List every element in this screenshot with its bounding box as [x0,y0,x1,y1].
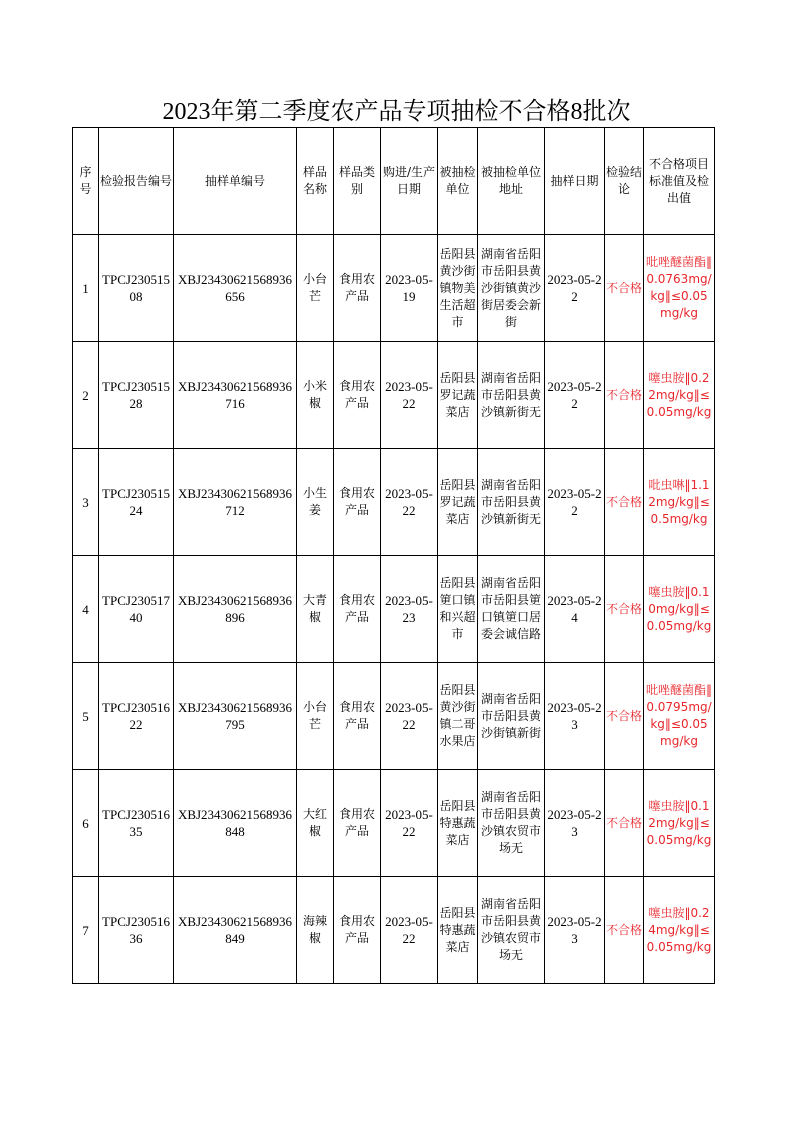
cell-failed-item [644,663,715,770]
cell-prod-date [381,877,438,984]
cell-category [334,877,381,984]
cell-category [334,663,381,770]
header-prod-date: 购进/生产日期 [381,128,438,235]
cell-unit [438,342,478,449]
cell-seq [73,235,99,342]
cell-conclusion-text: 不合格 [606,387,642,402]
cell-category [334,449,381,556]
cell-address-text: 湖南省岳阳市岳阳县黄沙街镇黄沙街居委会新街 [480,246,541,329]
cell-sample-date-text: 2023-05-22 [547,486,602,518]
cell-sample-name [297,449,334,556]
cell-prod-date [381,663,438,770]
table-row [73,449,715,556]
cell-sample-date [545,877,605,984]
cell-prod-date-text: 2023-05-22 [385,379,433,411]
cell-seq [73,556,99,663]
cell-sample-date-text: 2023-05-24 [547,593,602,625]
cell-conclusion [605,877,644,984]
cell-sample-no-text: XBJ23430621568936849 [177,914,293,946]
cell-seq-text: 1 [82,280,89,296]
cell-unit-text: 岳阳县黄沙街镇二哥水果店 [439,683,476,748]
cell-conclusion [605,663,644,770]
header-sample-date: 抽样日期 [545,128,605,235]
cell-unit [438,556,478,663]
cell-sample-no [174,877,297,984]
header-failed-item: 不合格项目标准值及检出值 [644,128,715,235]
cell-report-no [99,556,174,663]
cell-sample-date [545,770,605,877]
cell-conclusion [605,342,644,449]
cell-sample-name [297,663,334,770]
cell-sample-date-text: 2023-05-22 [547,272,602,304]
cell-seq [73,342,99,449]
cell-seq-text: 7 [82,922,89,938]
cell-sample-no-text: XBJ23430621568936656 [177,272,293,304]
cell-failed-item-text: 吡唑醚菌酯‖0.0795mg/kg‖≤0.05mg/kg [645,683,712,748]
cell-unit [438,877,478,984]
cell-address [478,663,545,770]
header-conclusion: 检验结论 [605,128,644,235]
cell-address-text: 湖南省岳阳市岳阳县黄沙镇新街无 [480,370,541,419]
cell-unit-text: 岳阳县罗记蔬菜店 [439,477,476,526]
cell-prod-date-text: 2023-05-22 [385,486,433,518]
cell-failed-item-text: 噻虫胺‖0.22mg/kg‖≤0.05mg/kg [646,370,712,419]
cell-report-no [99,235,174,342]
cell-conclusion-text: 不合格 [606,601,642,616]
cell-sample-date-text: 2023-05-23 [547,914,602,946]
cell-report-no [99,342,174,449]
cell-conclusion-text: 不合格 [606,708,642,723]
cell-category [334,342,381,449]
cell-failed-item [644,342,715,449]
header-category: 样品类别 [334,128,381,235]
cell-sample-name-text: 小台芒 [302,700,327,731]
cell-prod-date [381,235,438,342]
cell-address [478,235,545,342]
cell-sample-date-text: 2023-05-23 [547,807,602,839]
cell-seq [73,449,99,556]
cell-prod-date [381,556,438,663]
cell-report-no-text: TPCJ23051636 [102,914,170,946]
cell-report-no [99,770,174,877]
cell-prod-date [381,342,438,449]
table-row [73,235,715,342]
cell-category-text: 食用农产品 [338,272,375,303]
cell-unit [438,235,478,342]
cell-conclusion [605,556,644,663]
cell-prod-date-text: 2023-05-23 [385,593,433,625]
table-row [73,663,715,770]
cell-failed-item-text: 噻虫胺‖0.12mg/kg‖≤0.05mg/kg [646,798,712,847]
cell-sample-name-text: 小台芒 [302,272,327,303]
cell-seq-text: 6 [82,815,89,831]
cell-unit-text: 岳阳县特惠蔬菜店 [439,798,476,847]
cell-sample-name [297,556,334,663]
cell-conclusion [605,449,644,556]
cell-seq-text: 3 [82,494,89,510]
cell-category-text: 食用农产品 [338,593,375,624]
cell-address [478,556,545,663]
cell-unit [438,663,478,770]
cell-failed-item [644,770,715,877]
cell-report-no-text: TPCJ23051622 [102,700,170,732]
cell-conclusion-text: 不合格 [606,815,642,830]
cell-report-no-text: TPCJ23051508 [102,272,170,304]
cell-category-text: 食用农产品 [338,700,375,731]
cell-prod-date-text: 2023-05-19 [385,272,433,304]
cell-category [334,556,381,663]
cell-seq [73,770,99,877]
header-sample-no: 抽样单编号 [174,128,297,235]
cell-prod-date [381,770,438,877]
table-row [73,342,715,449]
cell-conclusion-text: 不合格 [606,494,642,509]
cell-sample-date [545,342,605,449]
cell-sample-no-text: XBJ23430621568936795 [177,700,293,732]
cell-conclusion-text: 不合格 [606,280,642,295]
cell-sample-name [297,342,334,449]
header-row [73,128,715,235]
cell-report-no-text: TPCJ23051635 [102,807,170,839]
cell-report-no-text: TPCJ23051524 [102,486,170,518]
header-unit: 被抽检单位 [438,128,478,235]
header-report-no: 检验报告编号 [99,128,174,235]
cell-prod-date-text: 2023-05-22 [385,700,433,732]
cell-sample-name-text: 大红椒 [302,807,327,838]
cell-address-text: 湖南省岳阳市岳阳县黄沙镇新街无 [480,477,541,526]
table-row [73,770,715,877]
cell-report-no [99,449,174,556]
cell-sample-date [545,663,605,770]
cell-sample-no-text: XBJ23430621568936896 [177,593,293,625]
cell-sample-no [174,770,297,877]
cell-sample-date [545,235,605,342]
cell-sample-name-text: 大青椒 [302,593,327,624]
cell-sample-name-text: 海辣椒 [302,914,327,945]
cell-unit-text: 岳阳县特惠蔬菜店 [439,905,476,954]
cell-failed-item [644,877,715,984]
cell-report-no [99,663,174,770]
cell-failed-item-text: 噻虫胺‖0.10mg/kg‖≤0.05mg/kg [646,584,712,633]
cell-failed-item [644,449,715,556]
cell-sample-date [545,556,605,663]
cell-sample-name-text: 小米椒 [302,379,327,410]
cell-sample-date-text: 2023-05-23 [547,700,602,732]
cell-sample-no [174,235,297,342]
header-seq: 序号 [73,128,99,235]
cell-seq-text: 2 [82,387,89,403]
cell-unit [438,770,478,877]
cell-failed-item-text: 噻虫胺‖0.24mg/kg‖≤0.05mg/kg [646,905,712,954]
cell-conclusion [605,235,644,342]
cell-address-text: 湖南省岳阳市岳阳县黄沙镇农贸市场无 [480,897,541,962]
cell-sample-no-text: XBJ23430621568936712 [177,486,293,518]
cell-prod-date-text: 2023-05-22 [385,807,433,839]
cell-sample-date-text: 2023-05-22 [547,379,602,411]
cell-unit-text: 岳阳县筻口镇和兴超市 [439,576,476,641]
cell-sample-no [174,342,297,449]
inspection-table [72,127,715,984]
cell-prod-date-text: 2023-05-22 [385,914,433,946]
cell-report-no [99,877,174,984]
cell-report-no-text: TPCJ23051528 [102,379,170,411]
cell-sample-name-text: 小生姜 [302,486,327,517]
cell-sample-no [174,663,297,770]
cell-address [478,877,545,984]
cell-category [334,235,381,342]
cell-category [334,770,381,877]
header-sample-name: 样品名称 [297,128,334,235]
cell-sample-name [297,770,334,877]
cell-address-text: 湖南省岳阳市岳阳县黄沙镇农贸市场无 [480,790,541,855]
cell-address-text: 湖南省岳阳市岳阳县黄沙街镇新街 [480,691,541,740]
cell-sample-name [297,877,334,984]
cell-unit [438,449,478,556]
cell-category-text: 食用农产品 [338,486,375,517]
cell-sample-no-text: XBJ23430621568936716 [177,379,293,411]
cell-failed-item-text: 吡虫啉‖1.12mg/kg‖≤0.5mg/kg [648,477,710,526]
table-row [73,556,715,663]
table-row [73,877,715,984]
cell-report-no-text: TPCJ23051740 [102,593,170,625]
cell-category-text: 食用农产品 [338,379,375,410]
cell-seq [73,877,99,984]
cell-failed-item-text: 吡唑醚菌酯‖0.0763mg/kg‖≤0.05mg/kg [645,255,712,320]
cell-category-text: 食用农产品 [338,914,375,945]
cell-sample-date [545,449,605,556]
cell-sample-no-text: XBJ23430621568936848 [177,807,293,839]
cell-address [478,342,545,449]
cell-conclusion-text: 不合格 [606,922,642,937]
cell-seq-text: 4 [82,601,89,617]
cell-prod-date [381,449,438,556]
cell-conclusion [605,770,644,877]
cell-sample-no [174,449,297,556]
cell-address [478,770,545,877]
header-address: 被抽检单位地址 [478,128,545,235]
cell-sample-no [174,556,297,663]
cell-failed-item [644,556,715,663]
cell-unit-text: 岳阳县黄沙街镇物美生活超市 [439,246,476,329]
page-title: 2023年第二季度农产品专项抽检不合格8批次 [162,99,631,125]
cell-address [478,449,545,556]
cell-address-text: 湖南省岳阳市岳阳县筻口镇筻口居委会诚信路 [480,576,541,641]
cell-seq-text: 5 [82,708,89,724]
cell-failed-item [644,235,715,342]
cell-category-text: 食用农产品 [338,807,375,838]
cell-sample-name [297,235,334,342]
cell-seq [73,663,99,770]
cell-unit-text: 岳阳县罗记蔬菜店 [439,370,476,419]
